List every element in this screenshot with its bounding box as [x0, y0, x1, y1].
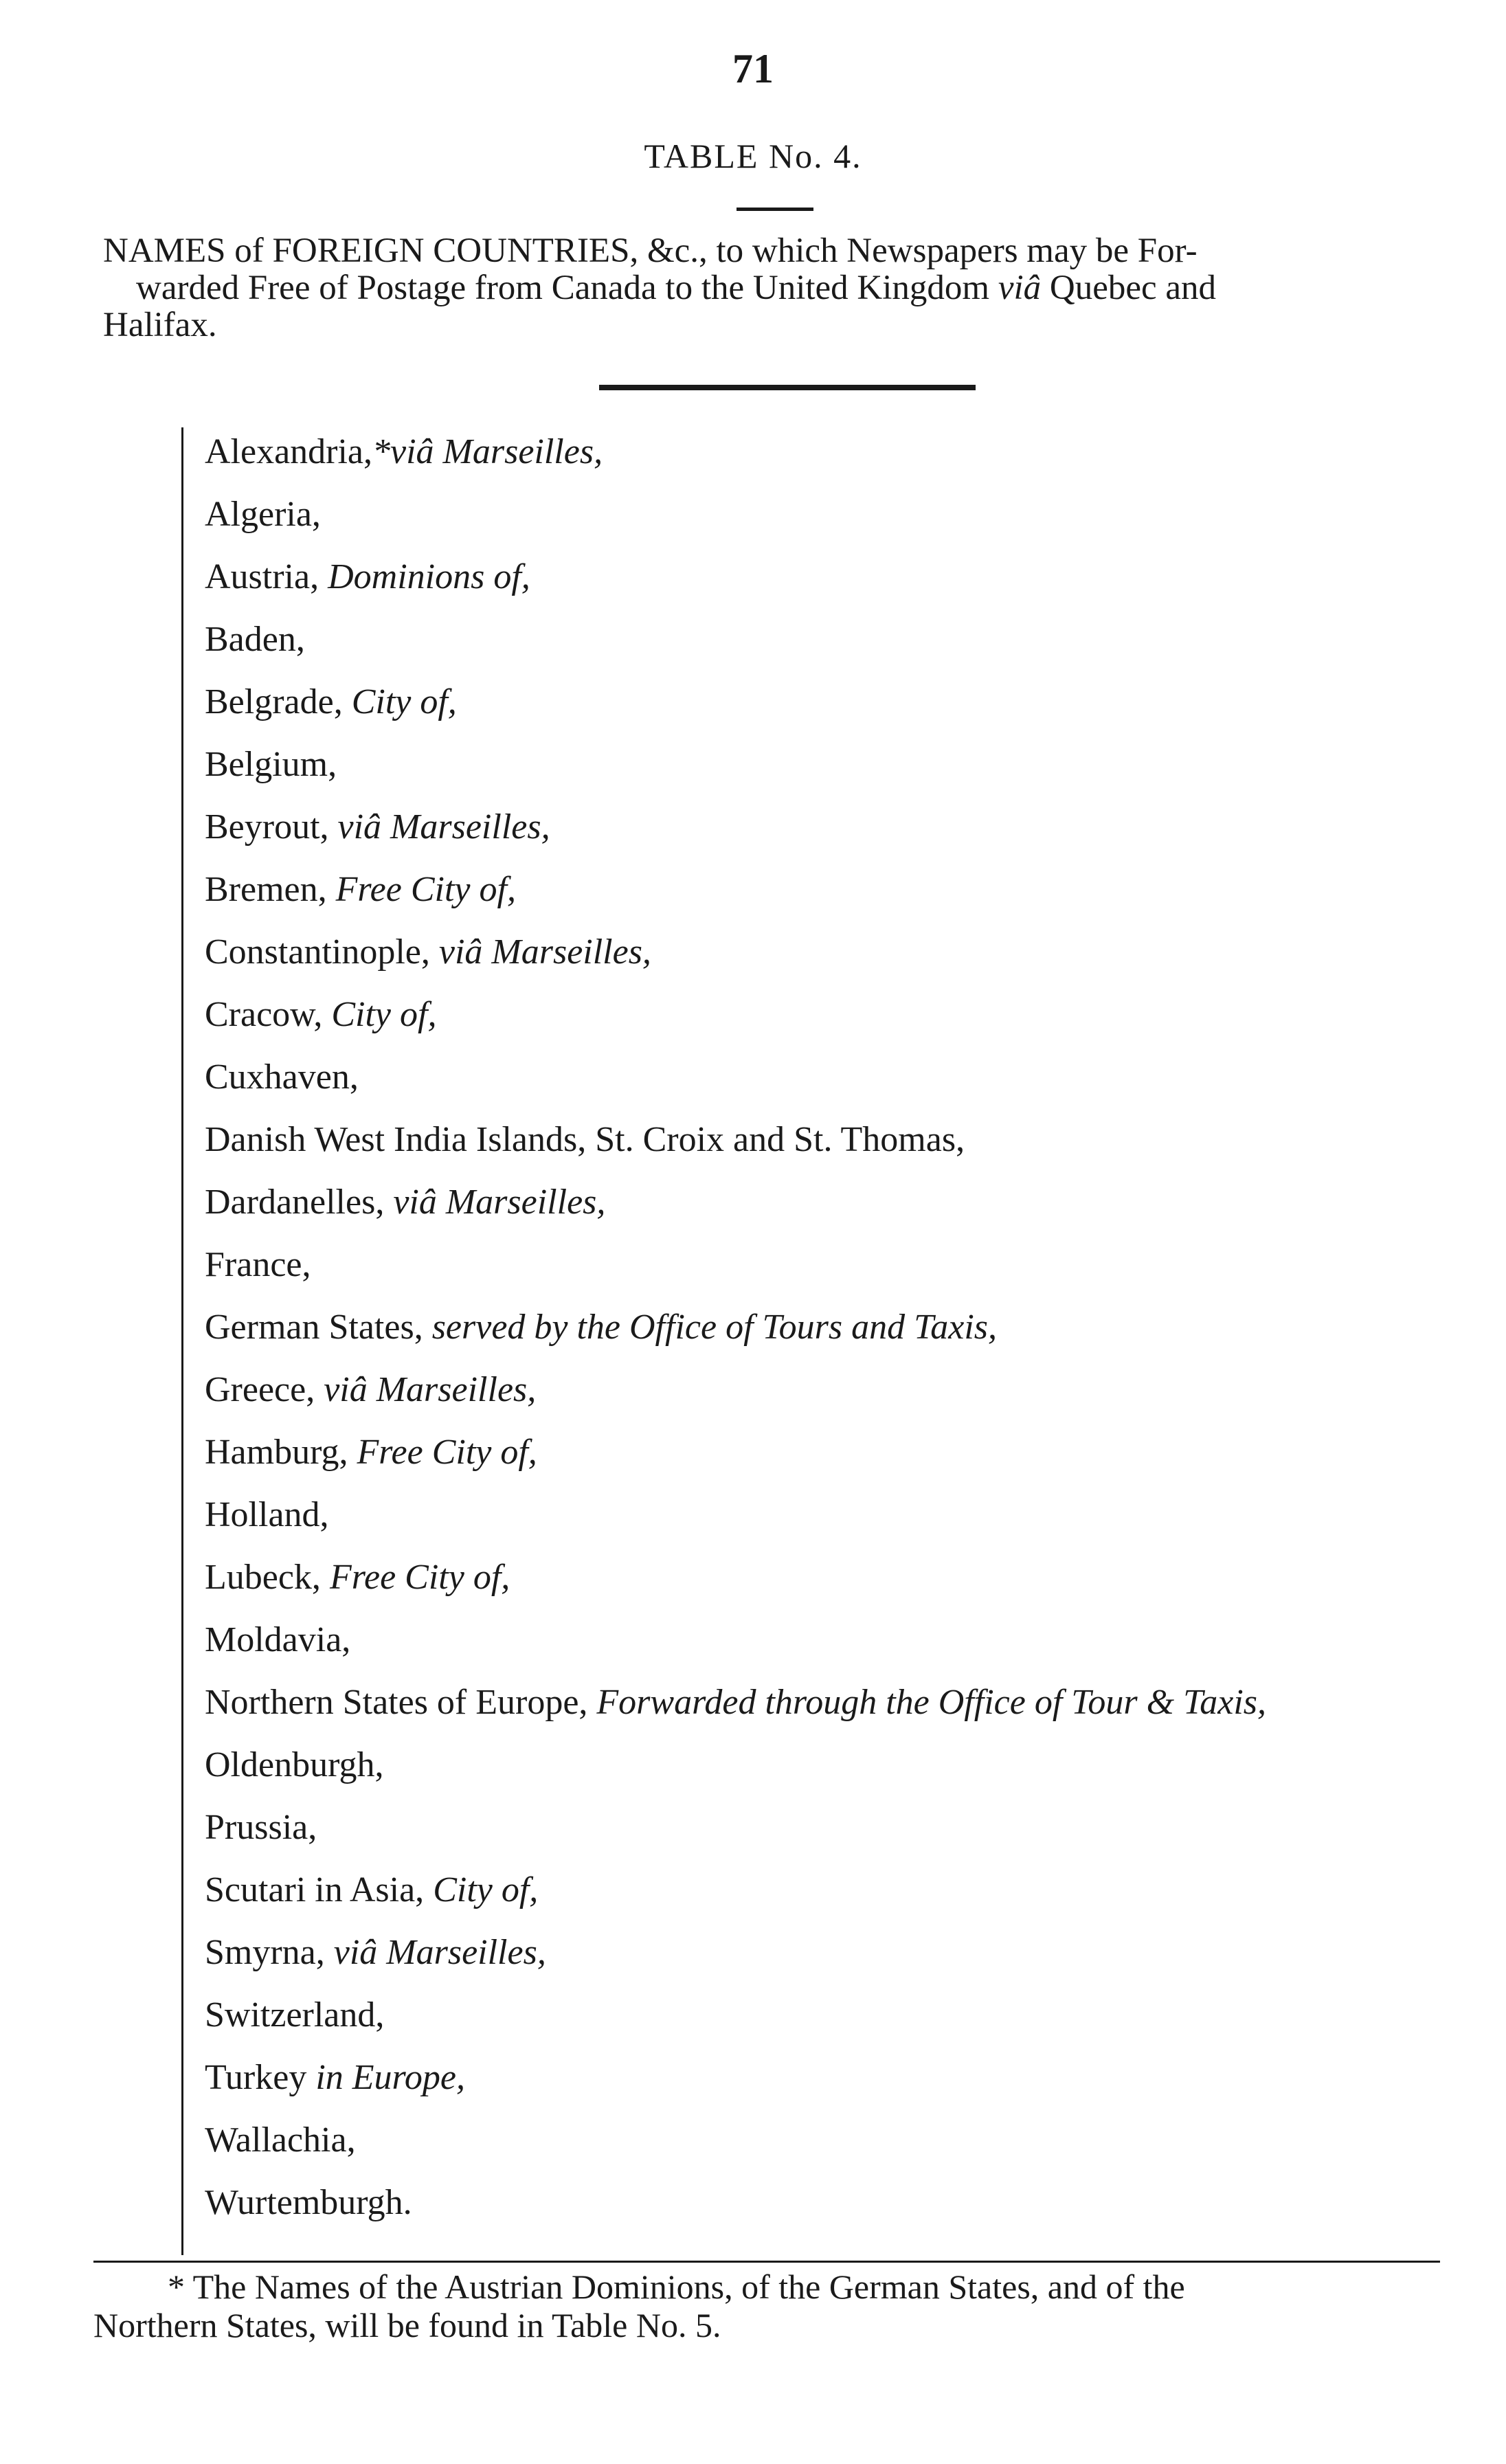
country-name: Austria,	[205, 557, 328, 596]
country-name: Wallachia,	[205, 2120, 356, 2160]
country-name: France,	[205, 1245, 311, 1284]
country-item	[205, 800, 1266, 862]
heading-via: viâ	[998, 269, 1042, 307]
country-name: Danish West India Islands, St. Croix and St. Thomas,	[205, 1120, 965, 1159]
country-item	[205, 1988, 1266, 2050]
country-name: Hamburg,	[205, 1433, 357, 1472]
country-name: Prussia,	[205, 1808, 317, 1847]
country-item	[205, 1800, 1266, 1863]
heading-line-1: NAMES of FOREIGN COUNTRIES, &c., to which Newspapers may be For-	[103, 232, 1198, 270]
footnote-line-1: * The Names of the Austrian Dominions, of the German States, and of the	[168, 2267, 1185, 2306]
country-item	[205, 1738, 1266, 1800]
country-name: Algeria,	[205, 495, 321, 534]
country-name: Holland,	[205, 1495, 329, 1534]
country-item	[205, 1175, 1266, 1237]
country-note: Free City of,	[357, 1433, 537, 1472]
heading-line-2	[103, 269, 1450, 306]
country-item	[205, 1613, 1266, 1675]
country-note: viâ Marseilles,	[438, 932, 651, 972]
country-item	[205, 1675, 1266, 1738]
country-note: City of,	[331, 995, 437, 1034]
country-name: Cracow,	[205, 995, 332, 1034]
country-note: City of,	[351, 682, 457, 721]
list-bracket	[181, 427, 183, 2255]
country-name: Wurtemburgh.	[205, 2183, 412, 2222]
footnote-line-2: Northern States, will be found in Table No. 5.	[93, 2306, 721, 2344]
country-note: City of,	[433, 1870, 539, 1909]
country-name: Moldavia,	[205, 1620, 351, 1659]
country-note: viâ Marseilles,	[333, 1933, 546, 1972]
country-name: Turkey	[205, 2058, 316, 2097]
country-item	[205, 675, 1266, 737]
country-name: Oldenburgh,	[205, 1745, 384, 1784]
country-note: in Europe,	[315, 2058, 465, 2097]
country-name: German States,	[205, 1308, 432, 1347]
country-item	[205, 425, 1266, 487]
country-item	[205, 862, 1266, 925]
country-item	[205, 2050, 1266, 2113]
country-name: Alexandria,	[205, 432, 373, 471]
country-item	[205, 1425, 1266, 1488]
country-item	[205, 1925, 1266, 1988]
country-item	[205, 2113, 1266, 2175]
country-name: Beyrout,	[205, 807, 338, 847]
country-name: Northern States of Europe,	[205, 1683, 597, 1722]
country-note: Forwarded through the Office of Tour & Taxis,	[596, 1683, 1266, 1722]
country-item	[205, 487, 1266, 550]
country-item	[205, 1363, 1266, 1425]
country-note: viâ Marseilles,	[337, 807, 550, 847]
country-note: served by the Office of Tours and Taxis,	[431, 1308, 998, 1347]
country-item	[205, 1550, 1266, 1613]
country-item	[205, 1488, 1266, 1550]
table-heading	[103, 232, 1450, 344]
country-note: viâ Marseilles,	[324, 1370, 537, 1409]
country-list	[205, 425, 1266, 2238]
country-name: Cuxhaven,	[205, 1057, 359, 1097]
country-name: Smyrna,	[205, 1933, 334, 1972]
country-item	[205, 925, 1266, 987]
heading-rule	[599, 385, 976, 390]
country-item	[205, 550, 1266, 612]
heading-line-3: Halifax.	[103, 306, 217, 344]
country-name: Belgium,	[205, 745, 337, 784]
country-name: Switzerland,	[205, 1995, 385, 2035]
footnote	[93, 2267, 1440, 2344]
country-note: Dominions of,	[328, 557, 530, 596]
heading-line-2-text: warded Free of Postage from Canada to the United Kingdom	[136, 269, 998, 307]
country-note: *viâ Marseilles,	[372, 432, 603, 471]
table-title: TABLE No. 4.	[644, 137, 862, 175]
country-name: Bremen,	[205, 870, 336, 909]
page-number: 71	[732, 46, 774, 91]
heading-line-2-end: Quebec and	[1041, 269, 1217, 307]
country-item	[205, 2175, 1266, 2238]
country-item	[205, 737, 1266, 800]
title-rule	[737, 208, 813, 211]
country-note: viâ Marseilles,	[393, 1183, 606, 1222]
country-name: Baden,	[205, 620, 305, 659]
country-item	[205, 1050, 1266, 1112]
country-name: Constantinople,	[205, 932, 439, 972]
country-note: Free City of,	[329, 1558, 510, 1597]
country-name: Scutari in Asia,	[205, 1870, 434, 1909]
footnote-rule	[93, 2261, 1440, 2263]
country-item	[205, 1863, 1266, 1925]
country-name: Belgrade,	[205, 682, 352, 721]
country-item	[205, 1300, 1266, 1363]
country-note: Free City of,	[335, 870, 516, 909]
country-item	[205, 987, 1266, 1050]
country-item	[205, 1237, 1266, 1300]
country-item	[205, 612, 1266, 675]
country-name: Dardanelles,	[205, 1183, 394, 1222]
country-item	[205, 1112, 1266, 1175]
country-name: Greece,	[205, 1370, 324, 1409]
country-name: Lubeck,	[205, 1558, 330, 1597]
